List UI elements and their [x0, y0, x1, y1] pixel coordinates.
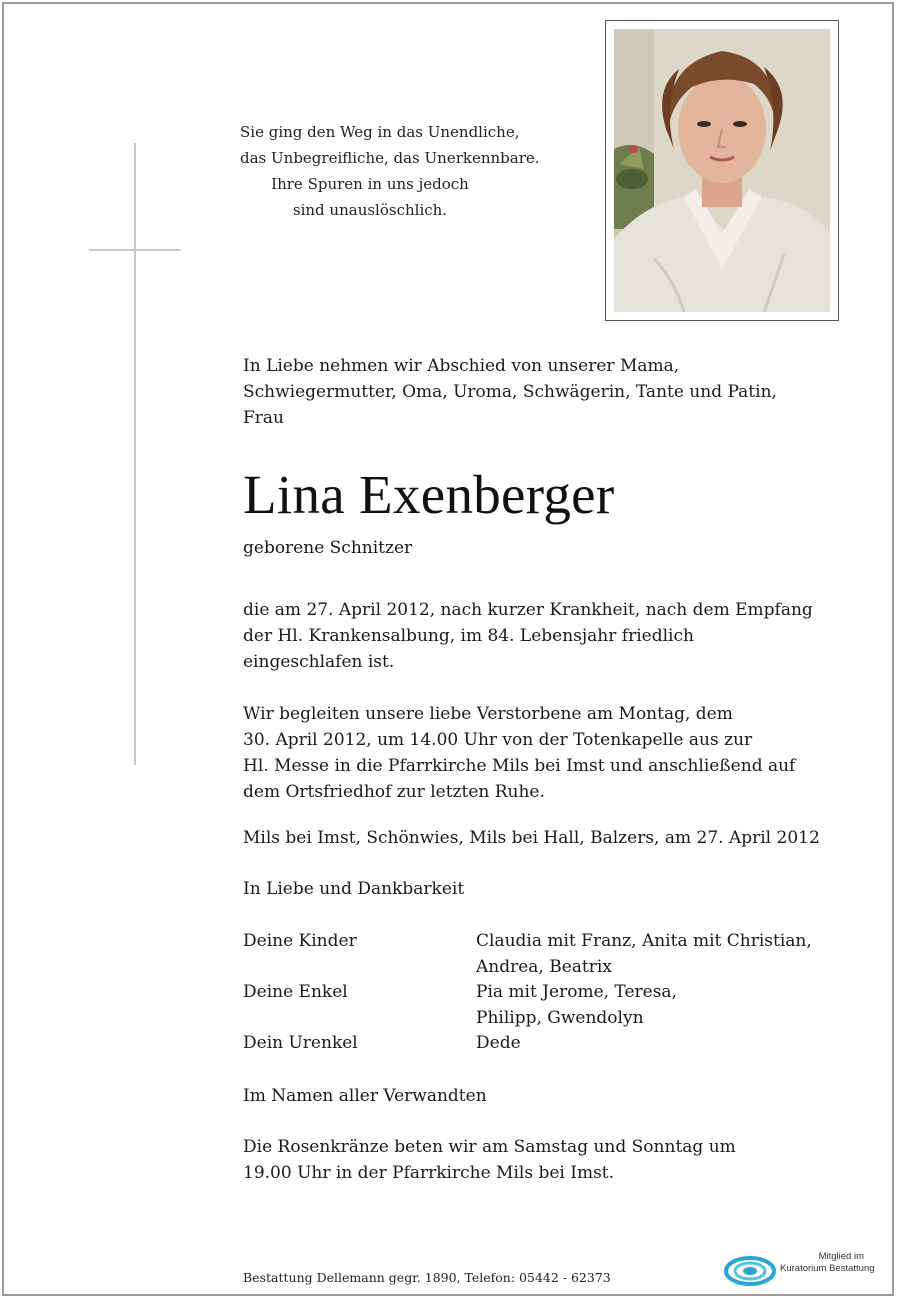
family-names — [476, 929, 863, 980]
undertaker-footer: Bestattung Dellemann gegr. 1890, Telefon: 05442 - 62373 — [243, 1270, 611, 1285]
portrait-frame — [605, 20, 839, 321]
family-row — [243, 929, 863, 980]
kuratorium-logo — [724, 1247, 875, 1289]
family-row — [243, 1031, 863, 1057]
birth-name: geborene Schnitzer — [243, 538, 413, 558]
text-line: Wir begleiten unsere liebe Verstorbene am Montag, dem — [243, 704, 733, 724]
family-relation: Deine Enkel — [243, 982, 348, 1002]
deceased-name: Lina Exenberger — [243, 464, 615, 525]
rosary-paragraph — [243, 1134, 863, 1186]
logo-text — [780, 1251, 875, 1275]
intro-paragraph — [243, 353, 863, 431]
text-line: Frau — [243, 408, 285, 428]
family-name-line: Philipp, Gwendolyn — [476, 1007, 644, 1028]
family-relation: Deine Kinder — [243, 931, 357, 951]
swirl-logo-icon — [724, 1249, 784, 1289]
family-name-line: Andrea, Beatrix — [476, 956, 612, 977]
family-relation: Dein Urenkel — [243, 1033, 358, 1053]
cross-horizontal-line — [89, 249, 181, 251]
poem-line: Sie ging den Weg in das Unendliche, — [240, 123, 520, 141]
funeral-paragraph — [243, 701, 863, 805]
family-list — [243, 929, 863, 1057]
poem-line: das Unbegreifliche, das Unerkennbare. — [240, 149, 540, 167]
poem-line: Ihre Spuren in uns jedoch — [271, 175, 469, 193]
text-line: die am 27. April 2012, nach kurzer Krankheit, nach dem Empfang — [243, 600, 813, 620]
family-names — [476, 1031, 863, 1057]
text-line: Schwiegermutter, Oma, Uroma, Schwägerin, Tante und Patin, — [243, 382, 777, 402]
family-names — [476, 980, 863, 1031]
cross-vertical-line — [134, 143, 136, 765]
poem — [240, 119, 540, 223]
place-date — [243, 825, 863, 851]
logo-text-line: Kuratorium Bestattung — [780, 1263, 875, 1274]
text-line: In Liebe nehmen wir Abschied von unserer Mama, — [243, 356, 680, 376]
place-date-text: Mils bei Imst, Schönwies, Mils bei Hall, Balzers, am 27. April 2012 — [243, 828, 820, 848]
closing-line: In Liebe und Dankbarkeit — [243, 879, 465, 899]
text-line: Hl. Messe in die Pfarrkirche Mils bei Imst und anschließend auf — [243, 756, 796, 776]
portrait-illustration — [614, 29, 830, 312]
family-name-line: Pia mit Jerome, Teresa, — [476, 982, 677, 1002]
text-line: eingeschlafen ist. — [243, 652, 395, 672]
text-line: dem Ortsfriedhof zur letzten Ruhe. — [243, 782, 545, 802]
poem-line: sind unauslöschlich. — [292, 201, 448, 219]
text-line: 19.00 Uhr in der Pfarrkirche Mils bei Imst. — [243, 1163, 615, 1183]
logo-text-line: Mitglied im — [818, 1251, 864, 1262]
portrait-photo — [614, 29, 830, 312]
death-notice-paragraph — [243, 597, 863, 675]
family-row — [243, 980, 863, 1031]
text-line: Die Rosenkränze beten wir am Samstag und Sonntag um — [243, 1137, 736, 1157]
text-line: der Hl. Krankensalbung, im 84. Lebensjahr friedlich — [243, 626, 694, 646]
relatives-line: Im Namen aller Verwandten — [243, 1086, 487, 1106]
text-line: 30. April 2012, um 14.00 Uhr von der Totenkapelle aus zur — [243, 730, 753, 750]
family-name-line: Dede — [476, 1033, 521, 1053]
family-name-line: Claudia mit Franz, Anita mit Christian, — [476, 931, 812, 951]
